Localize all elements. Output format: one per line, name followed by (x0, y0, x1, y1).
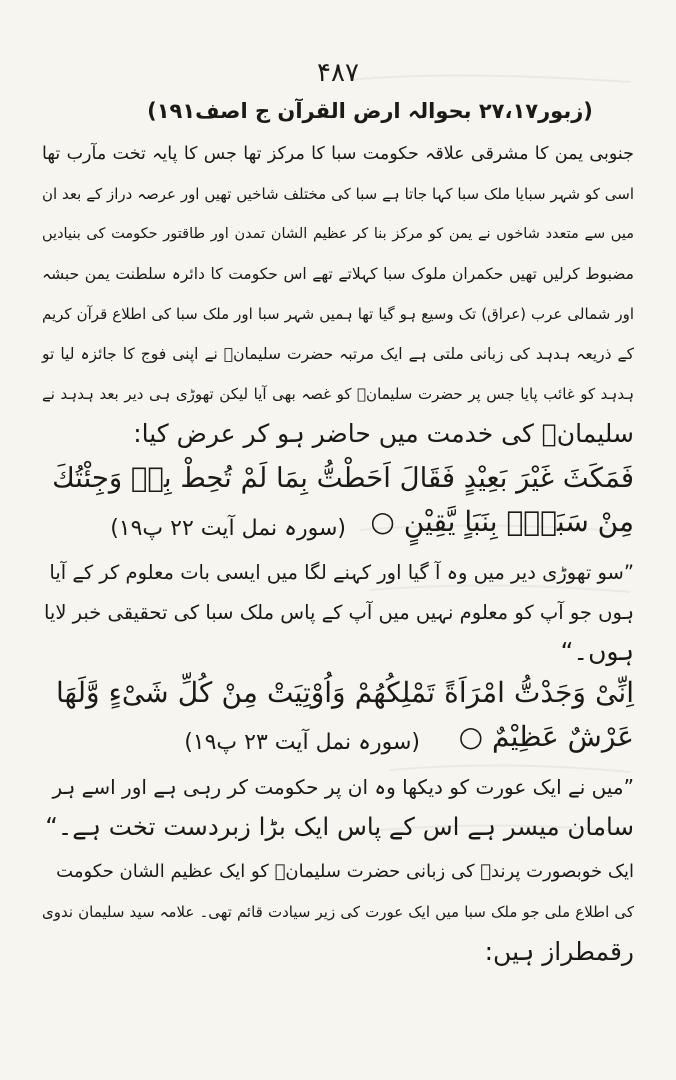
quran-verse-line: اِنِّىْ وَجَدْتُّ امْرَاَةً تَمْلِكُهُمْ وَاُوْتِيَتْ مِنْ كُلِّ شَىْءٍ وَّلَهَا (56, 676, 634, 709)
body-line: رقمطراز ہیں: (484, 937, 634, 966)
translation-line: ہوں جو آپ کو معلوم نہیں میں آپ کے پاس ملک سبا کی تحقیقی خبر لایا (43, 601, 634, 624)
body-line: مضبوط کرلیں تھیں حکمران ملوک سبا کہلاتے تھے اس حکومت کا دائرہ سلطنت یمن حبشہ (42, 265, 634, 283)
body-line: ایک خوبصورت پرندے کی زبانی حضرت سلیمانؑ کو ایک عظیم الشان حکومت (56, 861, 634, 882)
body-line: سلیمانؑ کی خدمت میں حاضر ہو کر عرض کیا: (133, 419, 634, 448)
body-line: ہدہد کو غائب پایا جس پر حضرت سلیمانؑ کو غصہ بھی آیا لیکن تھوڑی ہی دیر بعد ہدہد نے (42, 385, 634, 403)
reference-citation: (زبور۲۷،۱۷ بحوالہ ارض القرآن ج اصف۱۹۱) (147, 99, 593, 123)
translation-line: ”میں نے ایک عورت کو دیکھا وہ ان پر حکومت کر رہی ہے اور اسے ہر (52, 775, 634, 799)
verse-citation: (سورہ نمل آیت ۲۳ پ۱۹) (184, 730, 420, 755)
body-line: کے ذریعہ ہدہد کی زبانی ملتی ہے ایک مرتبہ حضرت سلیمانؑ نے اپنی فوج کا جائزہ لیا تو (42, 345, 634, 363)
body-line: اسی کو شہر سبایا ملک سبا کہا جاتا ہے سبا کی مختلف شاخیں تھیں اور عرصہ دراز کے بعد ان (42, 185, 634, 203)
quran-verse-line: مِنْ سَبَاٍۢ بِنَبَاٍ يَّقِيْنٍ ○ (370, 505, 634, 538)
verse-citation: (سورہ نمل آیت ۲۲ پ۱۹) (110, 516, 346, 541)
body-line: جنوبی یمن کا مشرقی علاقہ حکومت سبا کا مرکز تھا جس کا پایہ تخت مآرب تھا (42, 144, 634, 164)
translation-line: سامان میسر ہے اس کے پاس ایک بڑا زبردست تخت ہے۔“ (45, 812, 634, 841)
translation-line: ”سو تھوڑی دیر میں وہ آ گیا اور کہنے لگا میں ایسی بات معلوم کر کے آیا (49, 561, 634, 584)
quran-verse-line: فَمَكَثَ غَيْرَ بَعِيْدٍ فَقَالَ اَحَطْتُّ بِمَا لَمْ تُحِطْ بِهٖ وَجِئْتُكَ (52, 462, 634, 494)
translation-line: ہوں۔“ (560, 637, 634, 666)
page-number: ۴۸۷ (317, 58, 359, 88)
quran-verse-line: عَرْشٌ عَظِيْمٌ ○ (458, 720, 634, 753)
body-line: کی اطلاع ملی جو ملک سبا میں ایک عورت کی زیر سیادت قائم تھی۔ علامہ سید سلیمان ندوی (42, 903, 634, 921)
body-line: اور شمالی عرب (عراق) تک وسیع ہو گیا تھا ہمیں شہر سبا اور ملک سبا کی اطلاع قرآن کریم (42, 305, 634, 323)
body-line: میں سے متعدد شاخوں نے یمن کو مرکز بنا کر عظیم الشان تمدن اور طاقتور حکومت کی بنیادیں (42, 226, 634, 242)
